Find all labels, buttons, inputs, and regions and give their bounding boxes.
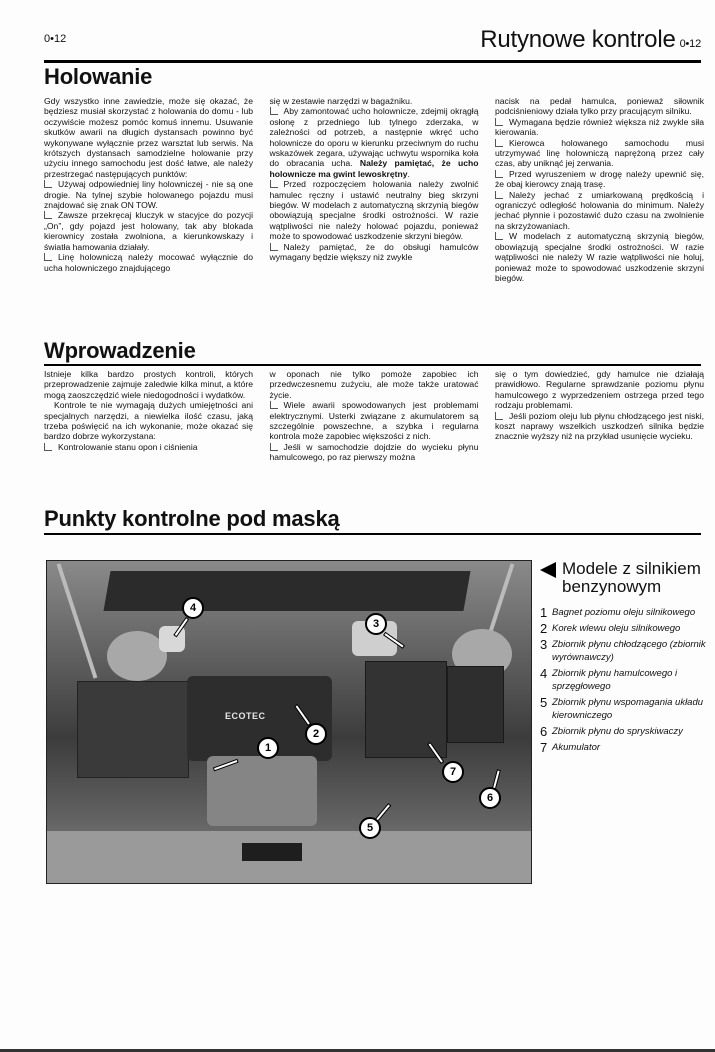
paragraph: Wiele awarii spowodowanych jest problemami elektrycznymi. Usterki związane z akumulatorem są szczególnie powszechne, a szybka i regularna kontrola może zapobiec większości z nich. (269, 400, 479, 442)
running-head (480, 26, 701, 54)
wprowadzenie-columns (44, 369, 704, 463)
callout-4: 4 (182, 597, 204, 619)
paragraph: Linę holowniczą należy mocować wyłącznie do ucha holowniczego znajdującego (44, 252, 253, 273)
legend-item: 5 Zbiornik płynu wspomagania układu kierowniczego (540, 695, 704, 721)
page-number-left: 0•12 (44, 33, 67, 45)
paragraph: Jeśli w samochodzie dojdzie do wycieku płynu hamulcowego, po raz pierwszy można (269, 441, 479, 463)
section-title-punkty: Punkty kontrolne pod maską (44, 506, 340, 531)
paragraph: Gdy wszystko inne zawiedzie, może się okazać, że będziesz musiał skorzystać z holowania do domu - lub oczywiście możesz pomóc komuś innemu. Usuwanie skutków awarii na długich dystansach powinno być wykonywane wyłącznie przez warsztat lub serwis. Na krótszych dystansach samodzielne holowanie przy użyciu innego samochodu jest dość łatwe, ale należy przestrzegać następujących punktów: (44, 96, 253, 179)
paragraph: W modelach z automatyczną skrzynią biegów, obowiązują specjalne środki ostrożności. W razie wątpliwości nie należy W razie wątpliwości nie holuj, ponieważ może to spowodować uszkodzenie skrzyni biegów. (495, 231, 704, 283)
paragraph: w oponach nie tylko pomoże zapobiec ich przedwczesnemu zużyciu, ale może także uratować życie. (269, 369, 479, 400)
callout-7: 7 (442, 761, 464, 783)
page-number-right: 0•12 (679, 38, 701, 50)
paragraph: się o tym dowiedzieć, gdy hamulce nie działają prawidłowo. Regularne sprawdzanie poziomu płynu hamulcowego z wyprzedzeniem ostrzega przed tego rodzaju problemami. (495, 369, 704, 411)
legend-item: 7 Akumulator (540, 740, 601, 755)
engine-bay-photo (46, 560, 532, 884)
paragraph: Przed rozpoczęciem holowania należy zwolnić hamulec ręczny i ustawić neutralny bieg skrzyni biegów. W modelach z automatyczną skrzynią biegów obowiązują specjalne środki ostrożności. W razie wątpliwości nie należy holować pojazdu, ponieważ może to spowodować uszkodzenie skrzyni biegów. (269, 179, 479, 242)
paragraph: Należy jechać z umiarkowaną prędkością i ograniczyć odległość holowania do minimum. Należy jechać płynnie i pozostawić dużo czasu na zwolnienie na skrzyżowaniach. (495, 189, 704, 231)
brake-fluid-reservoir (159, 626, 185, 652)
paragraph: Kontrole te nie wymagają dużych umiejętności ani specjalnych narzędzi, a niewielka ilość czasu, jaką trzeba poświęcić na ich wykonanie, może okazać się bardzo dobrze wykorzystana: (44, 400, 253, 442)
section-rule (44, 364, 701, 366)
legend-item: 2 Korek wlewu oleju silnikowego (540, 621, 681, 636)
text-column (44, 369, 253, 463)
battery-cover (365, 661, 447, 758)
callout-2: 2 (305, 723, 327, 745)
paragraph: się w zestawie narzędzi w bagażniku. (269, 96, 413, 106)
paragraph: Wymagana będzie również większa niż zwykle siła kierowania. (495, 116, 704, 138)
photo-legend (540, 560, 710, 757)
text-column (495, 96, 704, 283)
paragraph: Kierowca holowanego samochodu musi utrzymywać linę holowniczą naprężoną przez cały czas, aby uniknąć jej zerwania. (495, 137, 704, 169)
paragraph: Zawsze przekręcaj kluczyk w stacyjce do pozycji „On”, gdy pojazd jest holowany, tak aby blokada kierownicy została zwolniona, a kierunkowskazy i światła hamowania działały. (44, 210, 253, 252)
legend-item: 6 Zbiornik płynu do spryskiwaczy (540, 724, 683, 739)
section-title-holowanie: Holowanie (44, 64, 153, 89)
legend-item: 4 Zbiornik płynu hamulcowego i sprzęgłowego (540, 666, 678, 692)
paragraph: Należy pamiętać, że do obsługi hamulców wymagany będzie większy niż zwykle (269, 241, 479, 263)
bonnet-latch (242, 843, 302, 861)
section-title-wprowadzenie: Wprowadzenie (44, 338, 196, 363)
callout-5: 5 (359, 817, 381, 839)
paragraph: Istnieje kilka bardzo prostych kontroli, których przeprowadzenie zajmuje zaledwie kilka minut, a które mogą zaoszczędzić wiele niedogodności i wydatków. (44, 369, 253, 400)
bonnet-strut (57, 563, 98, 678)
callout-1: 1 (257, 737, 279, 759)
callout-3: 3 (365, 613, 387, 635)
windscreen-cowl (103, 571, 470, 611)
paragraph: Aby zamontować ucho holownicze, zdejmij okrągłą osłonę z przedniego lub tylnego zderzaka, w zależności od potrzeb, a następnie wkręć ucho holownicze do oporu w kierunku przeciwnym do ruchu wskazówek zegara, używając uchwytu wspornika koła do obracania ucha. Należy pamiętać, że ucho holownicze ma gwint lewoskrętny. (269, 106, 479, 179)
paragraph: Przed wyruszeniem w drogę należy upewnić się, że obaj kierowcy znają trasę. (495, 168, 704, 190)
section-rule (44, 533, 701, 535)
legend-item: 1 Bagnet poziomu oleju silnikowego (540, 605, 696, 620)
legend-item: 3 Zbiornik płynu chłodzącego (zbiornik wyrównawczy) (540, 637, 706, 663)
air-filter-box (77, 681, 189, 778)
paragraph: Jeśli poziom oleju lub płynu chłodzącego jest niski, koszt naprawy wszelkich uszkodzeń silnika będzie znacznie wyższy niż na przykład usunięcie wycieku. (495, 410, 704, 442)
text-column (270, 96, 479, 283)
text-column (44, 96, 253, 283)
suspension-tower (107, 631, 167, 681)
paragraph: nacisk na pedał hamulca, ponieważ siłownik podciśnieniowy działa tylko przy pracującym silniku. (495, 96, 704, 117)
legend-title-text: Modele z silnikiem benzynowym (562, 559, 701, 596)
callout-6: 6 (479, 787, 501, 809)
paragraph: Kontrolowanie stanu opon i ciśnienia (44, 442, 253, 452)
holowanie-columns (44, 96, 704, 283)
text-column (270, 369, 479, 463)
running-title: Rutynowe kontrole (480, 26, 676, 53)
header-rule (44, 60, 701, 63)
fuse-box (447, 666, 504, 743)
legend-list (540, 606, 710, 754)
pointer-triangle-icon (540, 562, 556, 578)
text-column (495, 369, 704, 463)
legend-title (540, 560, 710, 596)
engine-badge: ECOTEC (225, 711, 266, 721)
paragraph: Używaj odpowiedniej liny holowniczej - nie są one drogie. Na tylnej szybie holowanego pojazdu musi znajdować się znak ON TOW. (44, 179, 253, 211)
